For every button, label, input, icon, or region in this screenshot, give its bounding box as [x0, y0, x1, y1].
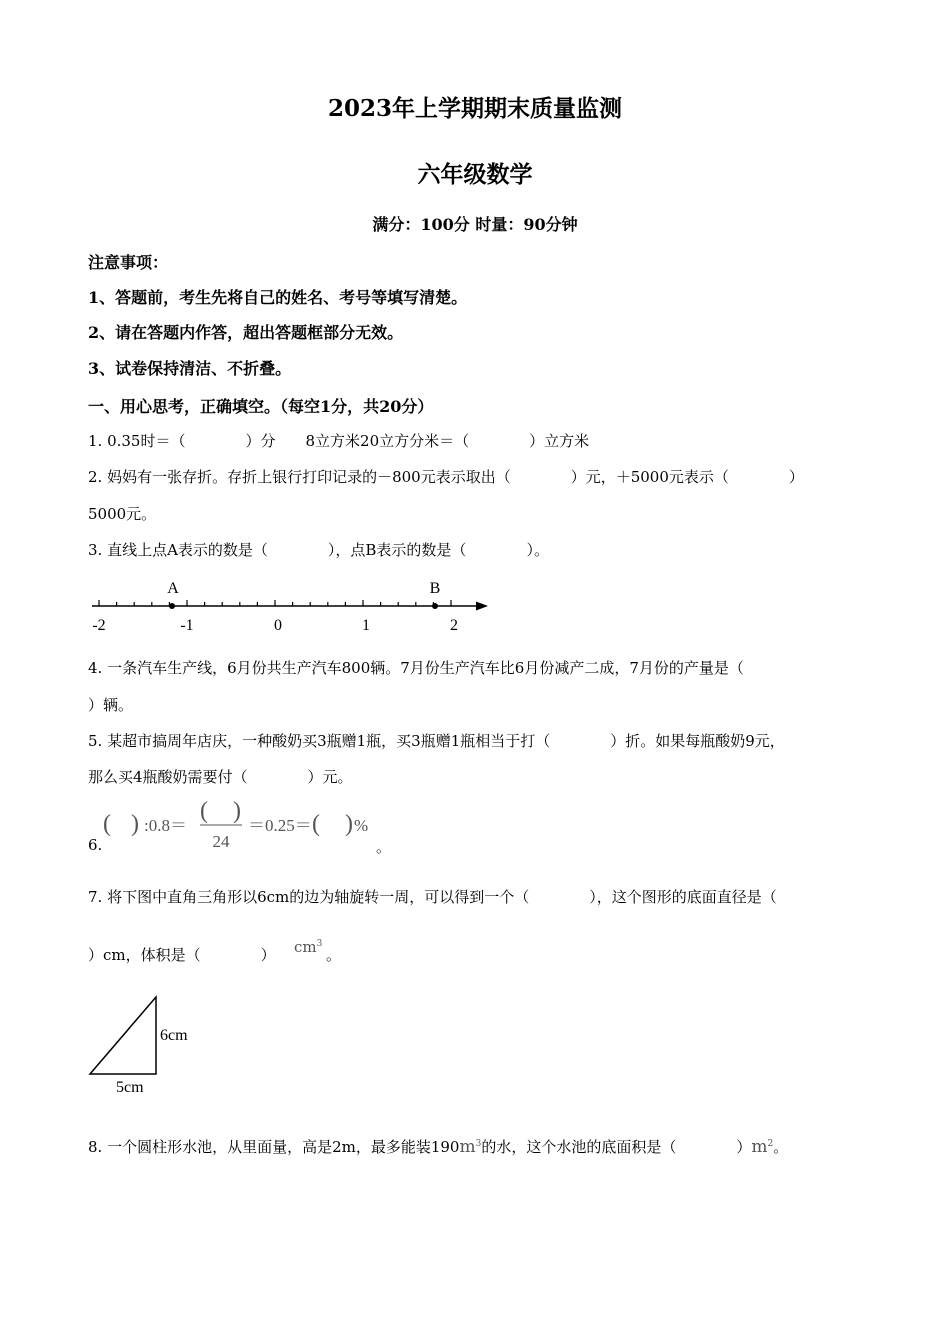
note-item-3: 3、试卷保持清洁、不折叠。 [88, 359, 292, 378]
paren-open-2: ( [200, 798, 208, 824]
question-7-line1: 7. 将下图中直角三角形以6cm的边为轴旋转一周，可以得到一个（ ），这个图形的底面直径是（ [88, 888, 777, 906]
percent-sign: % [354, 816, 369, 835]
number-line-ticks [99, 600, 451, 606]
point-b-label: B [429, 580, 441, 597]
question-1: 1. 0.35时＝（ ）分 8立方米20立方分米＝（ ）立方米 [88, 432, 590, 450]
question-2-line1: 2. 妈妈有一张存折。存折上银行打印记录的－800元表示取出（ ）元，＋5000元表示（ ） [88, 468, 804, 486]
triangle-height-label: 6cm [160, 1027, 188, 1044]
paren-open-3: ( [312, 811, 320, 837]
section1-heading: 一、用心思考，正确填空。（每空1分，共20分） [88, 397, 434, 416]
question-4-line1: 4. 一条汽车生产线，6月份共生产汽车800辆。7月份生产汽车比6月份减产二成，7月份的产量是（ [88, 659, 744, 677]
triangle-base-label: 5cm [116, 1079, 144, 1096]
note-item-2: 2、请在答题内作答，超出答题框部分无效。 [88, 323, 404, 342]
number-line-arrow [476, 602, 488, 611]
paren-close-3: ) [345, 811, 353, 837]
exam-subtitle: 六年级数学 [417, 161, 533, 188]
number-line-figure [80, 572, 500, 642]
question-3: 3. 直线上点A表示的数是（ ），点B表示的数是（ ）。 [88, 541, 549, 559]
notes-heading: 注意事项： [88, 253, 169, 272]
question-5-line2: 那么买4瓶酸奶需要付（ ）元。 [88, 768, 353, 786]
question-8: 8. 一个圆柱形水池，从里面量，高是2m，最多能装$190m^3$的水，这个水池的底面积是（ ）$m^2$。 [88, 1137, 789, 1157]
point-a-label: A [167, 580, 179, 597]
tick-label-neg1: -1 [180, 617, 194, 634]
question-7-unit: $cm^3$ [294, 938, 323, 956]
question-6-equation [100, 798, 400, 858]
question-6-end: 。 [376, 838, 392, 856]
paren-close-1: ) [131, 811, 139, 837]
triangle-figure [82, 990, 212, 1100]
tick-label-2: 2 [450, 617, 458, 634]
fraction-denominator: 24 [212, 832, 230, 851]
tick-label-1: 1 [362, 617, 370, 634]
question-6-number: 6. [88, 836, 103, 854]
question-5-line1: 5. 某超市搞周年店庆，一种酸奶买3瓶赠1瓶，买3瓶赠1瓶相当于打（ ）折。如果每瓶酸奶9元， [88, 732, 785, 750]
point-b-dot [432, 603, 438, 609]
ratio-text: :0.8＝ [144, 816, 187, 835]
question-7-line2: ）cm，体积是（ ） [88, 946, 276, 964]
tick-label-neg2: -2 [92, 617, 106, 634]
paren-open-1: ( [103, 811, 111, 837]
note-item-1: 1、答题前，考生先将自己的姓名、考号等填写清楚。 [88, 288, 468, 307]
exam-title: 2023年上学期期末质量监测 [327, 95, 622, 122]
right-triangle [90, 997, 156, 1074]
point-a-dot [169, 603, 175, 609]
equals-text: ＝0.25＝ [248, 816, 312, 835]
exam-meta: 满分：100分 时量：90分钟 [372, 215, 578, 234]
question-4-line2: ）辆。 [88, 696, 134, 714]
question-7-end: 。 [326, 946, 342, 964]
question-2-line2: 5000元。 [88, 505, 157, 523]
tick-label-0: 0 [274, 617, 282, 634]
paren-close-2: ) [233, 798, 241, 824]
